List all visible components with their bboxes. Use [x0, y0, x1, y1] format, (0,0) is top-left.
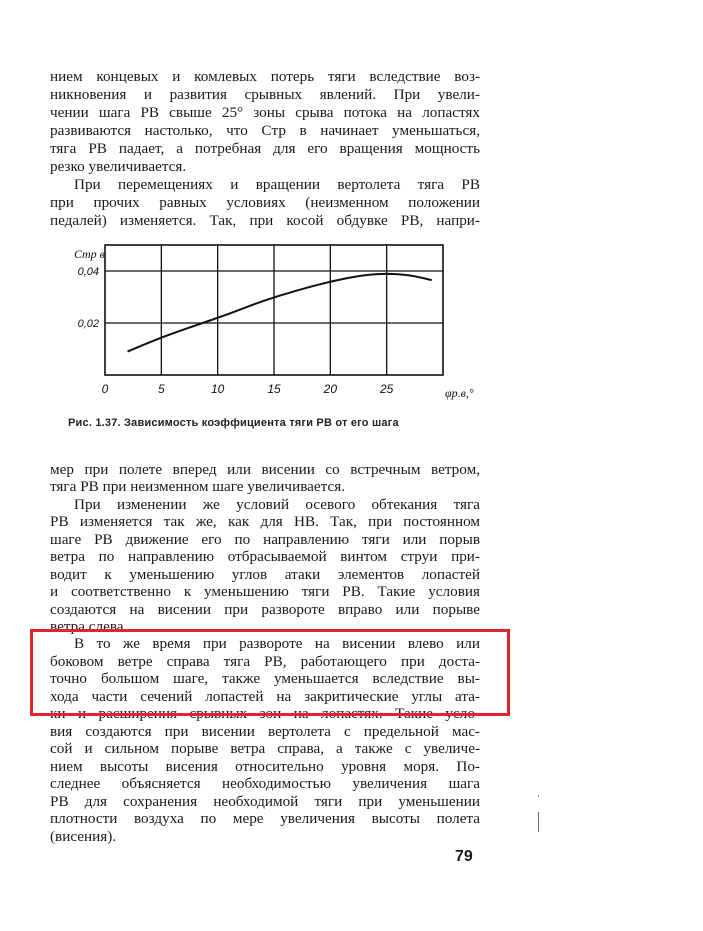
text-line: хода части сечений лопастей на закритические углы ата- [50, 688, 480, 705]
text-line: шаге РВ движение его по направлению тяги или порыв [50, 531, 480, 548]
x-tick-label: 0 [101, 382, 109, 396]
scan-mark [538, 812, 539, 832]
text-line: при прочих равных условиях (неизменном положении [50, 194, 480, 211]
text-line: В то же время при развороте на висении влево или [74, 635, 480, 652]
scan-mark [538, 795, 539, 797]
y-tick-label: 0,02 [77, 318, 99, 330]
text-line: РВ для сохранения необходимой тяги при уменьшении [50, 793, 480, 810]
x-tick-label: 20 [323, 382, 338, 396]
text-line: педалей) изменяется. Так, при косой обдувке РВ, напри- [50, 212, 480, 229]
text-line: плотности воздуха по мере увеличения высоты полета [50, 810, 480, 827]
text-line: резко увеличивается. [50, 158, 187, 175]
text-line: тяга РВ при неизменном шаге увеличивается. [50, 478, 345, 495]
text-line: ветра по направлению отбрасываемой винтом струи при- [50, 548, 480, 565]
text-line: следнее объясняется необходимостью увеличения шага [50, 775, 480, 792]
text-line: нием высоты висения относительно уровня моря. По- [50, 758, 480, 775]
x-tick-label: 5 [157, 382, 165, 396]
y-axis-label: Cтр в [74, 247, 105, 261]
x-axis-label: φр.в,° [445, 386, 474, 400]
text-line: РВ изменяется так же, как для НВ. Так, при постоянном [50, 513, 480, 530]
text-line: развиваются настолько, что Cтр в начинает уменьшаться, [50, 122, 480, 139]
thrust-coefficient-chart [60, 238, 474, 413]
text-line: тяга РВ падает, а потребная для его вращения мощность [50, 140, 480, 157]
text-line: ки и расширения срывных зон на лопастях. Такие усло- [50, 705, 480, 722]
text-line: сой и сильном порыве ветра справа, а также с увеличе- [50, 740, 480, 757]
x-tick-label: 25 [379, 382, 394, 396]
text-line: нием концевых и комлевых потерь тяги вследствие воз- [50, 68, 480, 85]
text-line: боковом ветре справа тяга РВ, работающего при доста- [50, 653, 480, 670]
text-line: мер при полете вперед или висении со встречным ветром, [50, 461, 480, 478]
text-line: точно большом шаге, также уменьшается вследствие вы- [50, 670, 480, 687]
text-line: никновения и развития срывных явлений. При увели- [50, 86, 480, 103]
text-line: ветра слева. [50, 618, 128, 635]
text-line: создаются на висении при развороте вправо или порыве [50, 601, 480, 618]
text-line: При перемещениях и вращении вертолета тяга РВ [74, 176, 480, 193]
text-line: водит к уменьшению углов атаки элементов лопастей [50, 566, 480, 583]
text-line: и соответственно к уменьшению тяги РВ. Такие условия [50, 583, 480, 600]
text-line: (висения). [50, 828, 117, 845]
x-tick-label: 10 [210, 382, 225, 396]
page-number: 79 [455, 848, 473, 865]
figure-caption: Рис. 1.37. Зависимость коэффициента тяги РВ от его шага [68, 417, 399, 429]
y-tick-label: 0,04 [77, 266, 99, 278]
x-tick-label: 15 [267, 382, 281, 396]
text-line: вия создаются при висении вертолета с предельной мас- [50, 723, 480, 740]
text-line: чении шага РВ свыше 25° зоны срыва потока на лопастях [50, 104, 480, 121]
highlight-box [30, 629, 510, 716]
text-line: При изменении же условий осевого обтекания тяга [74, 496, 480, 513]
